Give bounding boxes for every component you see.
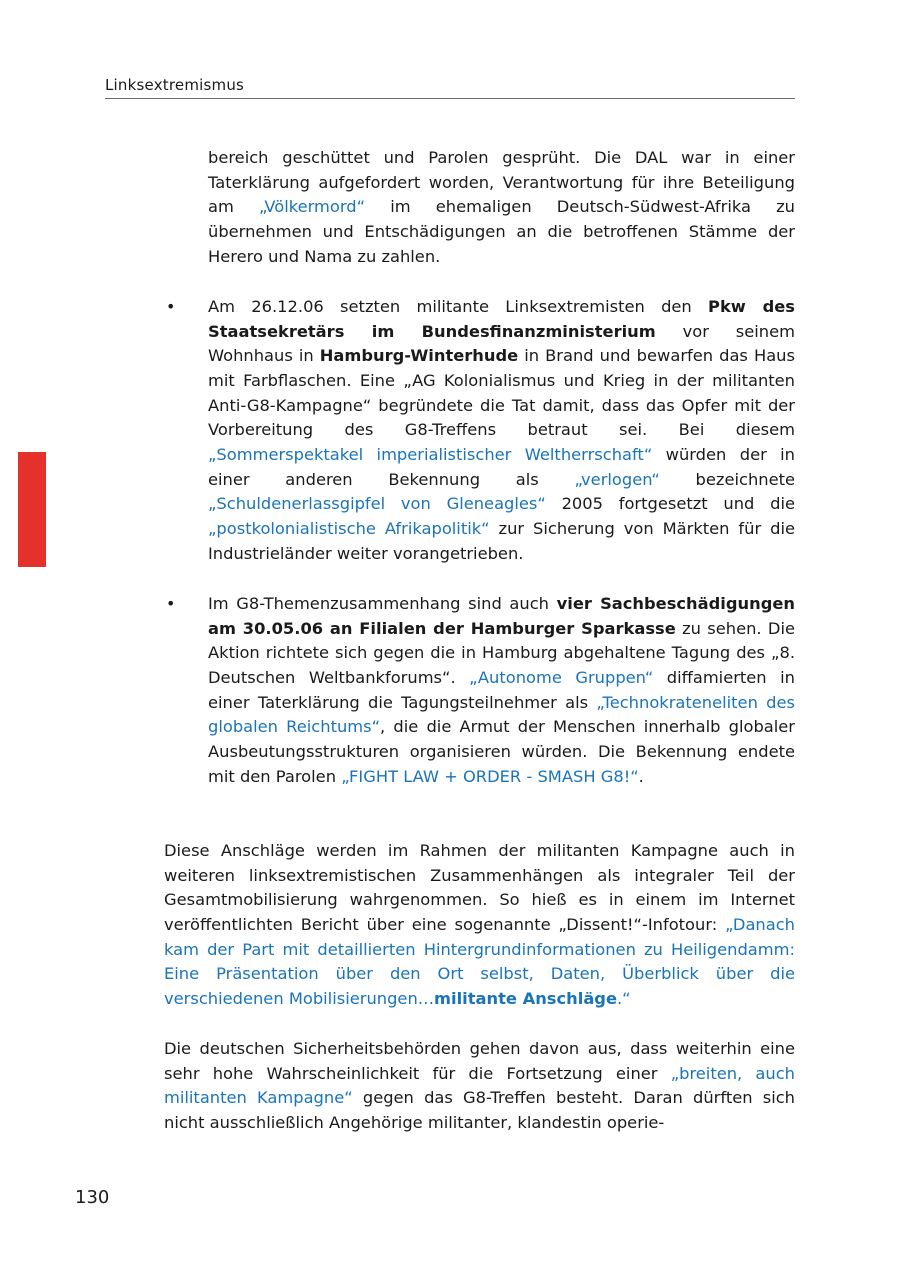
bullet1-segment: „postkolonialistische Afrikapolitik“ bbox=[208, 518, 490, 538]
running-header: Linksextremismus bbox=[105, 76, 245, 94]
bullet1-segment: vor seinem Wohnhaus in bbox=[208, 321, 795, 366]
bullet1-segment: „Schuldenerlassgipfel von Gleneagles“ bbox=[208, 494, 546, 514]
block1-segment: im ehemaligen Deutsch-Südwest-Afrika zu übernehmen und Entschädigungen an die betroffenen Stämme der Herero und Nama zu zahlen. bbox=[208, 197, 795, 266]
bullet2-segment: „Autonome Gruppen“ bbox=[469, 667, 654, 687]
bullet1-segment: in Brand und bewarfen das Haus mit Farbflaschen. Eine „AG Kolonialismus und Krieg in der militanten Anti-G8-Kampagne“ begründete die Tat damit, dass das Opfer mit der Vorbereitung des G8-Treffens betraut sei. Bei diesem bbox=[208, 346, 795, 440]
block1-segment: bereich geschüttet und Parolen gesprüht. Die DAL war in einer Taterklärung aufgefordert worden, Verantwortung für ihre Beteiligung am bbox=[208, 148, 795, 217]
bullet2-segment: „Technokrateneliten des globalen Reichtums“ bbox=[208, 692, 795, 737]
bullet-item-pkw-attack bbox=[208, 295, 795, 566]
bullet1-segment: Hamburg-Winterhude bbox=[319, 346, 519, 366]
bullet1-segment: Pkw des Staatsekretärs im Bundesfinanzministerium bbox=[208, 297, 795, 341]
bullet2-segment: vier Sachbeschädigungen am 30.05.06 an Filialen der Hamburger Sparkasse bbox=[208, 594, 795, 638]
para2-segment: Die deutschen Sicherheitsbehörden gehen davon aus, dass weiterhin eine sehr hohe Wahrscheinlichkeit für die Fortsetzung einer bbox=[164, 1039, 795, 1083]
bullet1-segment: Am 26.12.06 setzten militante Linksextremisten den bbox=[208, 297, 709, 316]
para2-segment: gegen das G8-Treffen besteht. Daran dürften sich nicht ausschließlich Angehörige militanter, klandestin operie- bbox=[164, 1088, 795, 1132]
bullet1-segment: 2005 fortgesetzt und die bbox=[545, 494, 795, 514]
bullet2-segment: zu sehen. Die Aktion richtete sich gegen die in Hamburg abgehaltene Tagung des „8. Deutschen Weltbankforums“. bbox=[208, 618, 795, 687]
bullet1-segment: zur Sicherung von Märkten für die Industrieländer weiter vorangetrieben. bbox=[208, 518, 795, 563]
bullet2-segment: Im G8-Themenzusammenhang sind auch bbox=[208, 594, 557, 613]
bullet-item-sparkasse-attacks bbox=[208, 592, 795, 789]
paragraph-continuation bbox=[208, 146, 795, 269]
bullet-marker: • bbox=[166, 297, 176, 316]
para2-segment: „breiten, auch militanten Kampagne“ bbox=[164, 1063, 795, 1108]
chapter-marker-bar bbox=[18, 452, 46, 567]
bullet1-segment: „verlogen“ bbox=[574, 469, 660, 489]
header-rule bbox=[105, 98, 795, 99]
para1-segment: militante Anschläge bbox=[434, 988, 617, 1008]
para1-segment: „Danach kam der Part mit detaillierten Hintergrundinformationen zu Heiligendamm: Eine Präsentation über den Ort selbst, Daten, Überblick über die verschiedenen Mobilisierungen… bbox=[164, 914, 795, 1008]
page-number: 130 bbox=[75, 1187, 110, 1208]
bullet2-segment: , die die Armut der Menschen innerhalb globaler Ausbeutungsstrukturen organisieren würden. Die Bekennung endete mit den Parolen bbox=[208, 717, 795, 786]
bullet2-segment: „FIGHT LAW + ORDER - SMASH G8!“ bbox=[341, 766, 639, 786]
para1-segment: .“ bbox=[617, 988, 631, 1008]
bullet1-segment: würden der in einer anderen Bekennung als bbox=[208, 444, 795, 489]
para1-segment: Diese Anschläge werden im Rahmen der militanten Kampagne auch in weiteren linksextremistischen Zusammenhängen als integraler Teil der Gesamtmobilisierung wahrgenommen. So hieß es in einem im Internet veröffentlichten Bericht über eine sogenannte „Dissent!“-Infotour: bbox=[164, 841, 795, 934]
bullet1-segment: „Sommerspektakel imperialistischer Weltherrschaft“ bbox=[208, 444, 653, 464]
block1-segment: „Völkermord“ bbox=[258, 197, 366, 217]
paragraph-campaign bbox=[164, 839, 795, 1012]
bullet2-segment: diffamierten in einer Taterklärung die Tagungsteilnehmer als bbox=[208, 667, 795, 712]
bullet2-segment: . bbox=[638, 766, 644, 786]
paragraph-security-assessment bbox=[164, 1037, 795, 1136]
bullet1-segment: bezeichnete bbox=[659, 469, 795, 489]
bullet-marker: • bbox=[166, 594, 176, 613]
